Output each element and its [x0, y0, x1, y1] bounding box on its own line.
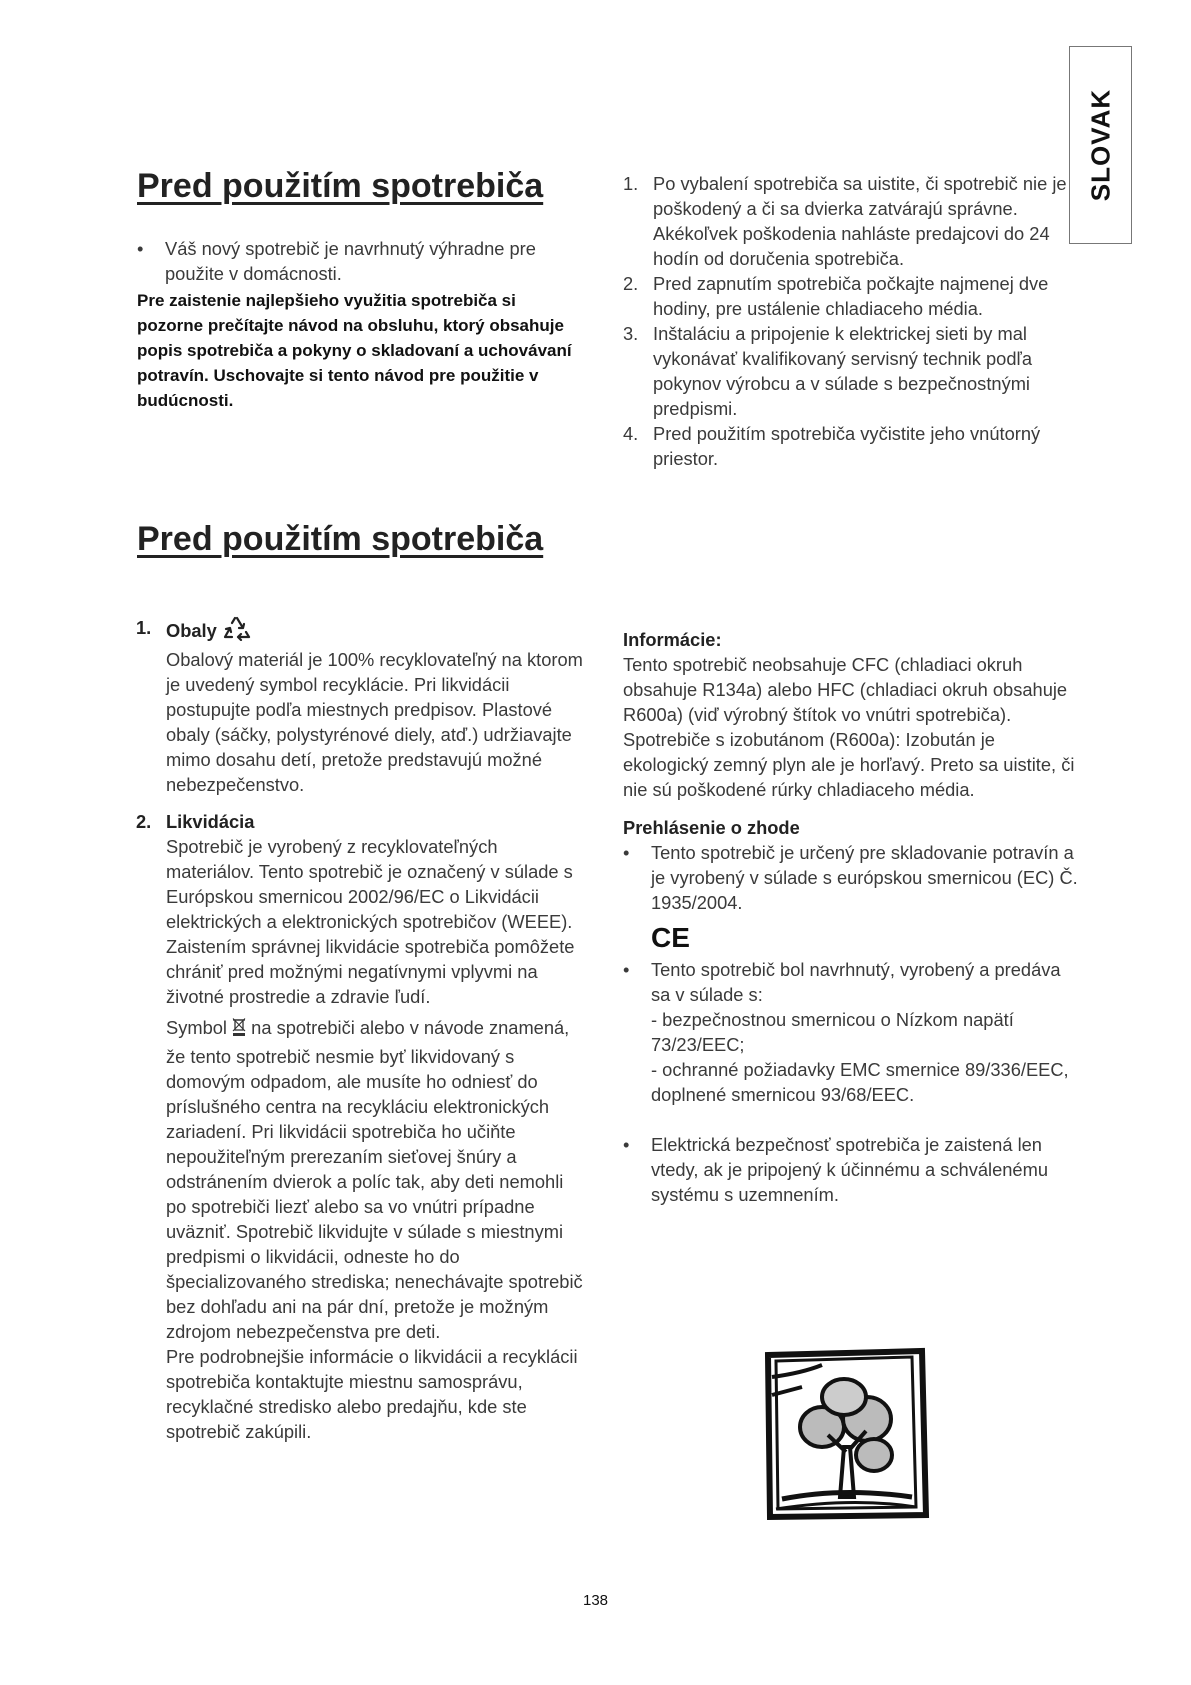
packaging-title-row: [166, 615, 586, 647]
declaration-title: Prehlásenie o zhode: [623, 817, 800, 838]
step-number: 1.: [623, 173, 639, 194]
packaging-number: 1.: [136, 617, 152, 638]
step-item: [623, 321, 1068, 421]
bullet-marker: •: [137, 238, 144, 259]
disposal-para-2-rest: na spotrebiči alebo v návode znamená, že tento spotrebič nesmie byť likvidovaný s domovým odpadom, ale musíte ho odniesť do príslušného centra na recykláciu elektronických zariadení. Pri likvidácii spotrebiča ho učiňte nepoužiteľným prerezaním sieťovej šnúry a odstránením dvierok a políc tak, aby deti nemohli po spotrebiči liezť alebo sa vo vnútri prípadne uväzniť. Spotrebič likvidujte v súlade s miestnymi predpismi o likvidácii, odneste ho do špecializovaného strediska; nenechávajte spotrebič bez dohľadu ani na pár dní, pretože je možným zdrojom nebezpečenstva pre deti.: [166, 1017, 583, 1342]
intro-line-2: použite v domácnosti.: [165, 263, 342, 284]
recycle-icon: [222, 615, 252, 647]
eco-tree-logo: [762, 1347, 932, 1522]
ce-mark: CE: [651, 922, 690, 953]
step-number: 3.: [623, 323, 639, 344]
packaging-section: [136, 615, 586, 797]
step-item: [623, 421, 1068, 471]
weee-bin-icon: [232, 1018, 246, 1044]
declaration-item-2-intro: Tento spotrebič bol navrhnutý, vyrobený a predáva sa v súlade s:: [651, 959, 1061, 1005]
disposal-number: 2.: [136, 811, 152, 832]
declaration-item-1: • Tento spotrebič je určený pre skladovanie potravín a je vyrobený v súlade s európskou smernicou (EC) Č. 1935/2004.: [623, 842, 1078, 913]
step-number: 2.: [623, 273, 639, 294]
declaration-item-2-line-1: - bezpečnostnou smernicou o Nízkom napätí 73/23/EEC;: [651, 1009, 1014, 1055]
declaration-item-3-text: Elektrická bezpečnosť spotrebiča je zaistená len vtedy, ak je pripojený k účinnému a schválenému systému s uzemnením.: [651, 1134, 1048, 1205]
step-text: Po vybalení spotrebiča sa uistite, či spotrebič nie je poškodený a či sa dvierka zatvárajú správne. Akékoľvek poškodenia nahláste predajcovi do 24 hodín od doručenia spotrebiča.: [653, 173, 1067, 269]
language-tab-label: SLOVAK: [1085, 88, 1115, 202]
intro-line-1: Váš nový spotrebič je navrhnutý výhradne pre: [165, 238, 536, 259]
disposal-para-2: [166, 1015, 586, 1344]
step-item: [623, 171, 1068, 271]
step-text: Inštaláciu a pripojenie k elektrickej sieti by mal vykonávať kvalifikovaný servisný technik podľa pokynov výrobcu a v súlade s bezpečnostnými predpismi.: [653, 323, 1033, 419]
section-heading-top: Pred použitím spotrebiča: [137, 167, 544, 205]
packaging-text: Obalový materiál je 100% recyklovateľný na ktorom je uvedený symbol recyklácie. Pri likvidácii postupujte podľa miestnych predpisov. Plastové obaly (sáčky, polystyrénové diely, atď.) udržiavajte mimo dosahu detí, pretože predstavujú možné nebezpečenstvo.: [166, 649, 583, 795]
information-title: Informácie:: [623, 629, 722, 650]
step-number: 4.: [623, 423, 639, 444]
section-heading-second: Pred použitím spotrebiča: [137, 520, 544, 558]
intro-bullet-item: [137, 236, 582, 286]
information-para-2: Spotrebiče s izobutánom (R600a): Izobután je ekologický zemný plyn ale je horľavý. Preto sa uistite, či nie sú poškodené rúrky chladiaceho média.: [623, 729, 1075, 800]
declaration-item-3: • Elektrická bezpečnosť spotrebiča je zaistená len vtedy, ak je pripojený k účinnému a schválenému systému s uzemnením.: [623, 1132, 1078, 1207]
declaration-item-1-text: Tento spotrebič je určený pre skladovanie potravín a je vyrobený v súlade s európskou smernicou (EC) Č. 1935/2004.: [651, 842, 1078, 913]
right-column: [623, 627, 1078, 1207]
declaration-item-2: • Tento spotrebič bol navrhnutý, vyrobený a predáva sa v súlade s: - bezpečnostnou smernicou o Nízkom napätí 73/23/EEC; - ochranné požiadavky EMC smernice 89/336/EEC, doplnené smernicou 93/68/EEC.: [623, 957, 1078, 1107]
language-tab: [1069, 46, 1132, 244]
information-para-1: Tento spotrebič neobsahuje CFC (chladiaci okruh obsahuje R134a) alebo HFC (chladiaci okruh obsahuje R600a) (viď výrobný štítok vo vnútri spotrebiča).: [623, 654, 1068, 725]
step-item: [623, 271, 1068, 321]
intro-block: [137, 236, 582, 413]
step-text: Pred zapnutím spotrebiča počkajte najmenej dve hodiny, pre ustálenie chladiaceho média.: [653, 273, 1049, 319]
disposal-para-2-start: Symbol: [166, 1017, 227, 1038]
left-column: [136, 615, 586, 1444]
declaration-item-2-line-2: - ochranné požiadavky EMC smernice 89/336/EEC, doplnené smernicou 93/68/EEC.: [651, 1059, 1069, 1105]
step-text: Pred použitím spotrebiča vyčistite jeho vnútorný priestor.: [653, 423, 1041, 469]
disposal-title: Likvidácia: [166, 811, 255, 832]
intro-bold-note: Pre zaistenie najlepšieho využitia spotrebiča si pozorne prečítajte návod na obsluhu, ktorý obsahuje popis spotrebiča a pokyny o skladovaní a uchovávaní potravín. Uschovajte si tento návod pre použitie v budúcnosti.: [137, 291, 572, 410]
disposal-para-3: Pre podrobnejšie informácie o likvidácii a recyklácii spotrebiča kontaktujte miestnu samosprávu, recyklačné stredisko alebo predajňu, kde ste spotrebič zakúpili.: [166, 1346, 578, 1442]
disposal-para-1: Spotrebič je vyrobený z recyklovateľných materiálov. Tento spotrebič je označený v súlade s Európskou smernicou 2002/96/EC o Likvidácii elektrických a elektronických spotrebičov (WEEE). Zaistením správnej likvidácie spotrebiča pomôžete chrániť pred možnými negatívnymi vplyvmi na životné prostredie a zdravie ľudí.: [166, 836, 575, 1007]
packaging-title: Obaly: [166, 620, 217, 641]
page-number: 138: [582, 1592, 609, 1609]
numbered-steps: [623, 171, 1068, 471]
disposal-section: [136, 809, 586, 1444]
